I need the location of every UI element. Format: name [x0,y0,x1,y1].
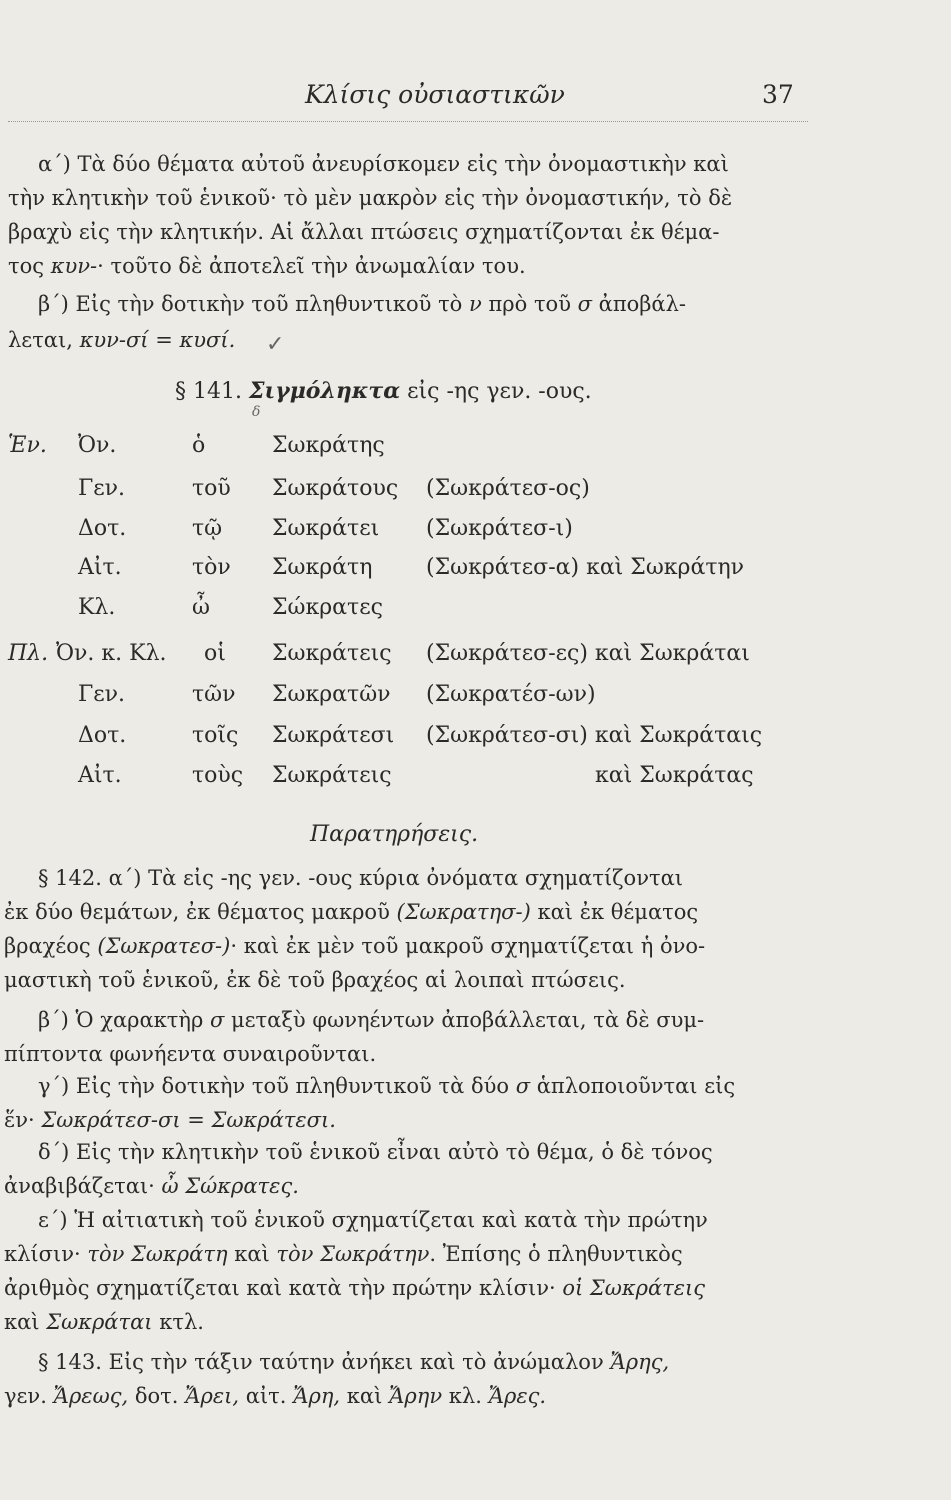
intro-line-5 [38,290,686,318]
text-span: πρὸ τοῦ [481,292,578,316]
text-span: · καὶ ἐκ μὲν τοῦ μακροῦ σχηματίζεται ἡ ὀνο- [230,934,706,958]
word-areos: Ἄρεως, [53,1384,129,1408]
obs-e-line-2 [4,1240,683,1268]
form-cell: Σώκρατες [272,595,383,620]
example-accusative: τὸν Σωκράτη [87,1242,228,1266]
form-cell: Σωκρατῶν [272,682,391,707]
obs-143-line-1 [38,1348,669,1376]
text-span: . Ἐπίσης ὁ πληθυντικὸς [429,1242,683,1266]
example-dative: Σωκράτεσ-σι = Σωκράτεσι. [41,1108,336,1132]
example-accusative-alt: τὸν Σωκράτην [276,1242,430,1266]
obs-e-line-3 [4,1274,705,1302]
article-cell: τῶν [192,682,236,707]
note-cell: (Σωκράτεσ-ες) καὶ Σωκράται [426,641,750,666]
example-plural: οἱ Σωκράτεις [562,1276,706,1300]
page-header [0,80,951,120]
obs-g-line-1 [38,1072,735,1100]
article-cell: τὸν [192,555,231,580]
intro-line-4 [8,252,526,280]
text-span: δοτ. [128,1384,186,1408]
pencil-mark: δ [252,404,261,420]
text-span: αἰτ. [239,1384,294,1408]
example-plural-alt: Σωκράται [46,1310,153,1334]
text-span: β΄) Ὁ χαρακτὴρ [38,1008,211,1032]
page-number: 37 [762,80,794,109]
text-span: καὶ ἐκ θέματος [530,900,699,924]
obs-142-line-4: μαστικὴ τοῦ ἑνικοῦ, ἐκ δὲ τοῦ βραχέος αἱ λοιπαὶ πτώσεις. [4,968,626,992]
text-span: § 143. Εἰς τὴν τάξιν ταύτην ἀνήκει καὶ τὸ ἀνώμαλον [38,1350,611,1374]
note-cell: (Σωκράτεσ-α) καὶ Σωκράτην [426,555,745,580]
form-cell: Σωκράτης [272,433,385,458]
observations-title: Παρατηρήσεις. [310,822,479,847]
text-span: λεται, [8,328,80,352]
text-span: ἕν· [4,1108,42,1132]
header-rule [8,121,808,122]
case-cell: Αἰτ. [78,555,122,580]
stem-kyn: κυν- [50,254,98,278]
case-cell: Κλ. [78,595,116,620]
letter-sigma: σ [210,1008,225,1032]
article-cell: τοὺς [192,763,244,788]
case-cell: Γεν. [78,682,126,707]
letter-nu: ν [469,292,482,316]
form-cell: Σωκράτους [272,476,399,501]
form-cell: Σωκράτεις [272,763,392,788]
article-cell: οἱ [204,641,226,666]
text-span: ἁπλοποιοῦνται εἰς [530,1074,736,1098]
word-arei: Ἄρει, [185,1384,240,1408]
case-cell: Ὀν. [78,433,117,458]
article-cell: τοῖς [192,723,239,748]
case-cell: Ὀν. κ. Κλ. [56,641,167,666]
article-cell: τῷ [192,516,223,541]
word-ares: Ἄρης, [610,1350,670,1374]
text-span: κτλ. [152,1310,204,1334]
stem-short: (Σωκρατεσ-) [97,934,231,958]
section-number: § 141. [175,379,242,404]
obs-143-line-2 [4,1382,546,1410]
intro-line-3: βραχὺ εἰς τὴν κλητικήν. Αἱ ἄλλαι πτώσεις σχηματίζονται ἐκ θέμα- [8,220,720,244]
obs-e-line-4 [4,1308,204,1336]
form-cell: Σωκράτει [272,516,380,541]
pencil-check-mark: ✓ [266,332,285,357]
letter-sigma: σ [577,292,592,316]
text-span: γ΄) Εἰς τὴν δοτικὴν τοῦ πληθυντικοῦ τὰ δύο [38,1074,516,1098]
text-span: ἀποβάλ- [591,292,687,316]
form-cell: Σωκράτεσι [272,723,395,748]
case-cell: Αἰτ. [78,763,122,788]
obs-d-line-1: δ΄) Εἰς τὴν κλητικὴν τοῦ ἑνικοῦ εἶναι αὐτὸ τὸ θέμα, ὁ δὲ τόνος [38,1140,713,1164]
word-ares-voc: Ἄρες. [488,1384,547,1408]
form-cell: Σωκράτεις [272,641,392,666]
text-span: κλ. [442,1384,489,1408]
article-cell: ὦ [192,595,210,620]
obs-142-line-1: § 142. α΄) Τὰ εἰς -ης γεν. -ους κύρια ὀνόματα σχηματίζονται [38,866,684,890]
word-aren: Ἄρην [388,1384,443,1408]
letter-sigma: σ [515,1074,531,1098]
section-name: Σιγμόληκτα [248,378,401,404]
article-cell: τοῦ [192,476,231,501]
obs-e-line-1: ε΄) Ἡ αἰτιατικὴ τοῦ ἑνικοῦ σχηματίζεται καὶ κατὰ τὴν πρώτην [38,1208,708,1232]
form-cell: Σωκράτη [272,555,373,580]
example-kysi: κυν-σί = κυσί. [79,328,236,352]
running-title: Κλίσις οὐσιαστικῶν [305,80,565,109]
obs-b-line-2: πίπτοντα φωνήεντα συναιροῦνται. [4,1042,377,1066]
obs-d-line-2 [4,1172,299,1200]
case-cell: Γεν. [78,476,126,501]
case-cell: Δοτ. [78,516,127,541]
text-span: ἐκ δύο θεμάτων, ἐκ θέματος μακροῦ [4,900,397,924]
intro-line-1: α΄) Τὰ δύο θέματα αὐτοῦ ἀνευρίσκομεν εἰς τὴν ὀνομαστικὴν καὶ [38,152,729,176]
note-cell: (Σωκράτεσ-ι) [426,516,573,541]
text-span: γεν. [4,1384,54,1408]
text-span: μεταξὺ φωνηέντων ἀποβάλλεται, τὰ δὲ συμ- [224,1008,705,1032]
text-span: καὶ [340,1384,389,1408]
example-vocative: ὦ Σώκρατες. [161,1174,299,1198]
text-span: ἀναβιβάζεται· [4,1174,162,1198]
intro-line-6 [8,326,235,354]
section-141-heading [175,378,592,404]
note-cell: καὶ Σωκράτας [595,763,754,788]
note-cell: (Σωκρατέσ-ων) [426,682,596,707]
article-cell: ὁ [192,433,206,458]
obs-b-line-1 [38,1006,704,1034]
text-span: καὶ [4,1310,47,1334]
text-span: βραχέος [4,934,98,958]
text-span: ἀριθμὸς σχηματίζεται καὶ κατὰ τὴν πρώτην κλίσιν· [4,1276,563,1300]
obs-142-line-2 [4,898,698,926]
note-cell: (Σωκράτεσ-ος) [426,476,590,501]
word-are: Ἄρη, [293,1384,341,1408]
note-cell: (Σωκράτεσ-σι) καὶ Σωκράταις [426,723,763,748]
number-label-plural: Πλ. [8,641,49,666]
text-span: β΄) Εἰς τὴν δοτικὴν τοῦ πληθυντικοῦ τὸ [38,292,470,316]
case-cell: Δοτ. [78,723,127,748]
stem-long: (Σωκρατησ-) [396,900,531,924]
obs-g-line-2 [4,1106,336,1134]
intro-line-2: τὴν κλητικὴν τοῦ ἑνικοῦ· τὸ μὲν μακρὸν εἰς τὴν ὀνομαστικήν, τὸ δὲ [8,186,733,210]
text-span: · τοῦτο δὲ ἀποτελεῖ τὴν ἀνωμαλίαν του. [97,254,526,278]
text-span: κλίσιν· [4,1242,88,1266]
section-subtitle: εἰς -ης γεν. -ους. [400,379,592,404]
text-span: καὶ [227,1242,277,1266]
obs-142-line-3 [4,932,705,960]
text-span: τος [8,254,51,278]
number-label-singular: Ἑν. [8,433,47,458]
